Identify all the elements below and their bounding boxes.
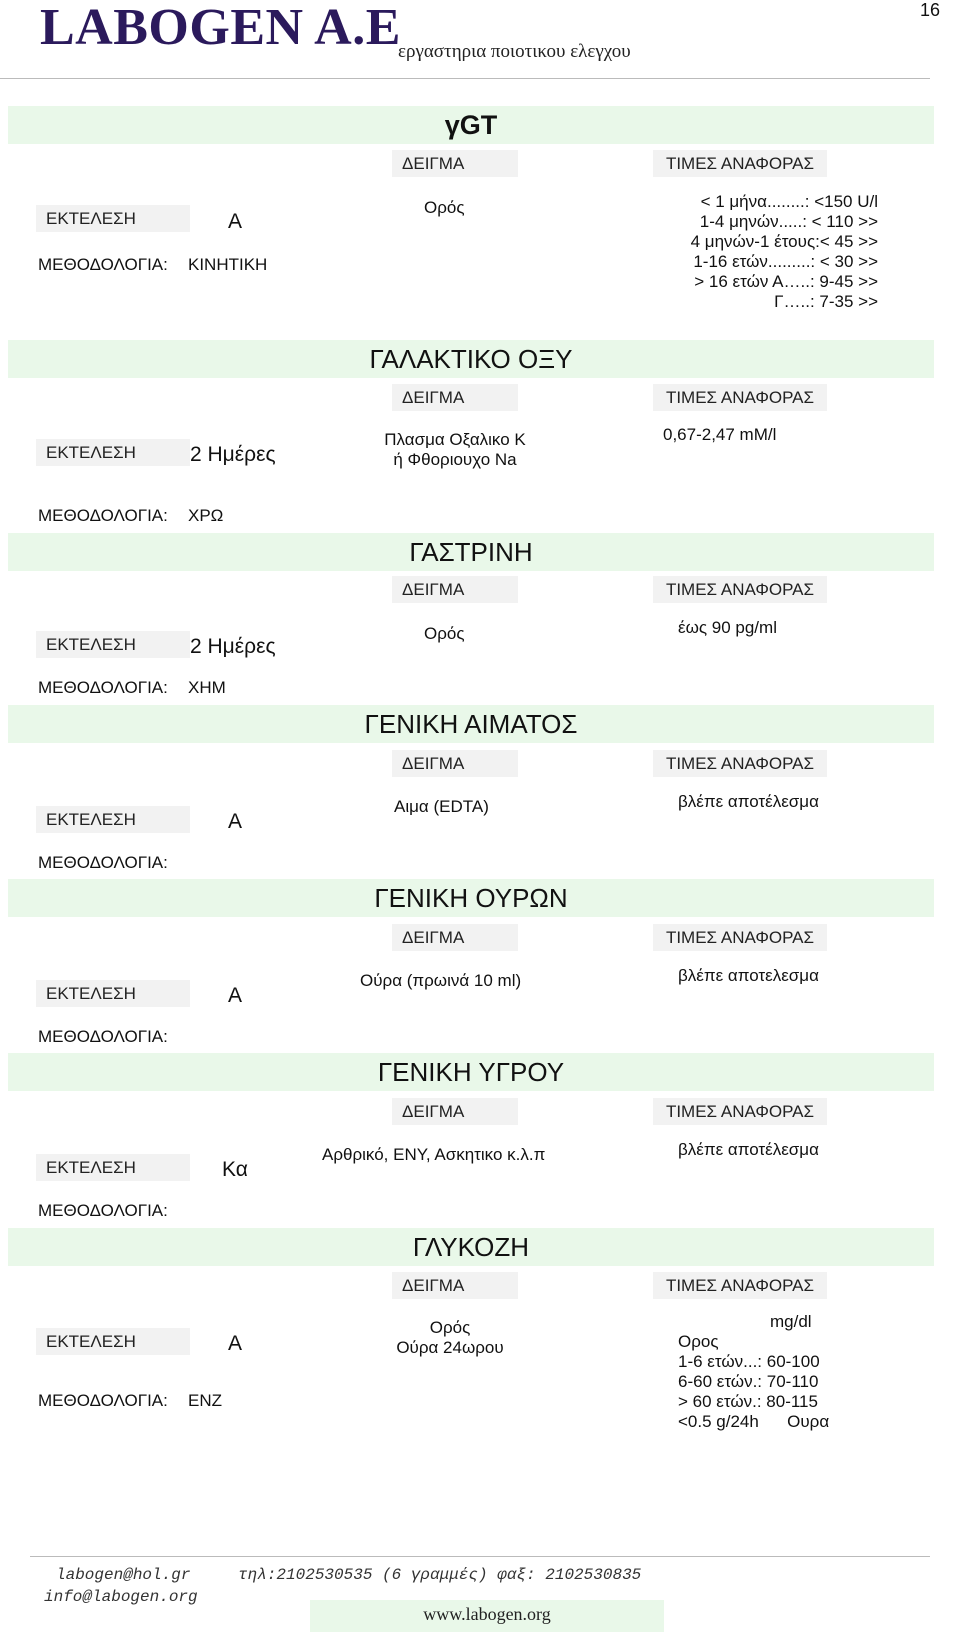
reference-line: 1-4 μηνών.....: < 110 >>	[699, 212, 878, 231]
reference-line: 4 μηνών-1 έτους:< 45 >>	[690, 232, 878, 251]
footer-phone: τηλ:2102530535 (6 γραμμές) φαξ: 2102530835	[238, 1566, 642, 1584]
reference-value: βλέπε αποτελεσμα	[678, 966, 819, 985]
reference-label: ΤΙΜΕΣ ΑΝΑΦΟΡΑΣ	[653, 576, 827, 603]
sample-label: ΔΕΙΓΜΑ	[392, 750, 518, 777]
company-logo: LABOGEN A.E	[40, 0, 401, 56]
test-title: ΓΕΝΙΚΗ ΥΓΡΟΥ	[377, 1057, 565, 1087]
method-label: ΜΕΘΟΔΟΛΟΓΙΑ:	[38, 1391, 168, 1410]
test-title: γGT	[444, 110, 498, 140]
reference-label: ΤΙΜΕΣ ΑΝΑΦΟΡΑΣ	[653, 1098, 827, 1125]
sample-label: ΔΕΙΓΜΑ	[392, 576, 518, 603]
reference-line: > 60 ετών.: 80-115	[678, 1392, 818, 1411]
reference-line: Ορος	[678, 1332, 719, 1351]
execution-value: Α	[228, 984, 243, 1007]
test-title: ΓΑΣΤΡΙΝΗ	[409, 537, 533, 567]
sample-label: ΔΕΙΓΜΑ	[392, 150, 518, 177]
sample-value	[360, 1318, 540, 1358]
execution-value: 2 Ημέρες	[190, 443, 276, 466]
footer-email-2[interactable]: info@labogen.org	[44, 1588, 198, 1606]
footer-website-link[interactable]: www.labogen.org	[423, 1604, 551, 1624]
test-title: ΓΑΛΑΚΤΙΚΟ ΟΞΥ	[369, 344, 573, 374]
execution-label: ΕΚΤΕΛΕΣΗ	[36, 980, 190, 1007]
method-label: ΜΕΘΟΔΟΛΟΓΙΑ:	[38, 1201, 168, 1220]
reference-label: ΤΙΜΕΣ ΑΝΑΦΟΡΑΣ	[653, 750, 827, 777]
reference-line: < 1 μήνα........: <150 U/l	[700, 192, 878, 211]
reference-values	[678, 192, 878, 312]
reference-line: 6-60 ετών.: 70-110	[678, 1372, 819, 1391]
reference-line: 1-16 ετών.........: < 30 >>	[693, 252, 878, 271]
method-label: ΜΕΘΟΔΟΛΟΓΙΑ:	[38, 1027, 168, 1046]
sample-line: Ορός	[429, 1318, 471, 1337]
method-label: ΜΕΘΟΔΟΛΟΓΙΑ:	[38, 506, 168, 525]
sample-label: ΔΕΙΓΜΑ	[392, 1098, 518, 1125]
method-value: ΚΙΝΗΤΙΚΗ	[188, 255, 268, 274]
sample-value: Ορός	[424, 624, 465, 643]
reference-value: 0,67-2,47 mM/l	[663, 425, 777, 444]
company-subtitle: εργαστηρια ποιοτικου ελεγχου	[398, 41, 631, 62]
sample-value: Αιμα (EDTA)	[394, 797, 489, 816]
sample-value: Αρθρικό, ΕΝΥ, Ασκητικο κ.λ.π	[322, 1145, 546, 1164]
execution-value: 2 Ημέρες	[190, 635, 276, 658]
reference-label: ΤΙΜΕΣ ΑΝΑΦΟΡΑΣ	[653, 150, 827, 177]
reference-label: ΤΙΜΕΣ ΑΝΑΦΟΡΑΣ	[653, 1272, 827, 1299]
method-label: ΜΕΘΟΔΟΛΟΓΙΑ:	[38, 678, 168, 697]
method-label: ΜΕΘΟΔΟΛΟΓΙΑ:	[38, 255, 168, 274]
execution-label: ΕΚΤΕΛΕΣΗ	[36, 1328, 190, 1355]
reference-value: βλέπε αποτέλεσμα	[678, 1140, 819, 1159]
method-value: ΧΡΩ	[188, 506, 224, 525]
sample-line: Πλασμα Οξαλικο Κ	[384, 430, 526, 449]
reference-label: ΤΙΜΕΣ ΑΝΑΦΟΡΑΣ	[653, 384, 827, 411]
execution-label: ΕΚΤΕΛΕΣΗ	[36, 205, 190, 232]
page-number: 16	[920, 0, 941, 20]
reference-line: Γ…..: 7-35 >>	[774, 292, 878, 311]
execution-value: Α	[228, 210, 243, 233]
test-title: ΓΛΥΚΟΖΗ	[412, 1232, 530, 1262]
reference-line: > 16 ετών Α…..: 9-45 >>	[694, 272, 878, 291]
reference-value: έως 90 pg/ml	[678, 618, 777, 637]
method-value: ΧΗΜ	[188, 678, 226, 697]
reference-value: βλέπε αποτέλεσμα	[678, 792, 819, 811]
sample-value: Ορός	[424, 198, 465, 217]
sample-label: ΔΕΙΓΜΑ	[392, 924, 518, 951]
sample-label: ΔΕΙΓΜΑ	[392, 1272, 518, 1299]
execution-label: ΕΚΤΕΛΕΣΗ	[36, 631, 190, 658]
reference-values	[678, 1312, 898, 1432]
execution-label: ΕΚΤΕΛΕΣΗ	[36, 1154, 190, 1181]
sample-label: ΔΕΙΓΜΑ	[392, 384, 518, 411]
footer-email-1[interactable]: labogen@hol.gr	[56, 1566, 191, 1584]
execution-value: Κα	[222, 1158, 248, 1181]
execution-value: Α	[228, 1332, 243, 1355]
footer-divider	[30, 1556, 930, 1557]
reference-line: mg/dl	[770, 1312, 812, 1331]
execution-value: Α	[228, 810, 243, 833]
sample-value	[340, 430, 570, 470]
header-divider	[0, 78, 930, 79]
sample-line: Ούρα 24ωρου	[396, 1338, 504, 1357]
reference-line: <0.5 g/24h Ουρα	[678, 1412, 830, 1431]
test-title: ΓΕΝΙΚΗ ΑΙΜΑΤΟΣ	[364, 709, 578, 739]
test-title: ΓΕΝΙΚΗ ΟΥΡΩΝ	[374, 883, 568, 913]
reference-line: 1-6 ετών...: 60-100	[678, 1352, 820, 1371]
method-value: ΕΝΖ	[188, 1391, 222, 1410]
execution-label: ΕΚΤΕΛΕΣΗ	[36, 806, 190, 833]
sample-value: Ούρα (πρωινά 10 ml)	[360, 971, 522, 990]
execution-label: ΕΚΤΕΛΕΣΗ	[36, 439, 190, 466]
sample-line: ή Φθοριουχο Na	[393, 450, 517, 469]
reference-label: ΤΙΜΕΣ ΑΝΑΦΟΡΑΣ	[653, 924, 827, 951]
method-label: ΜΕΘΟΔΟΛΟΓΙΑ:	[38, 853, 168, 872]
